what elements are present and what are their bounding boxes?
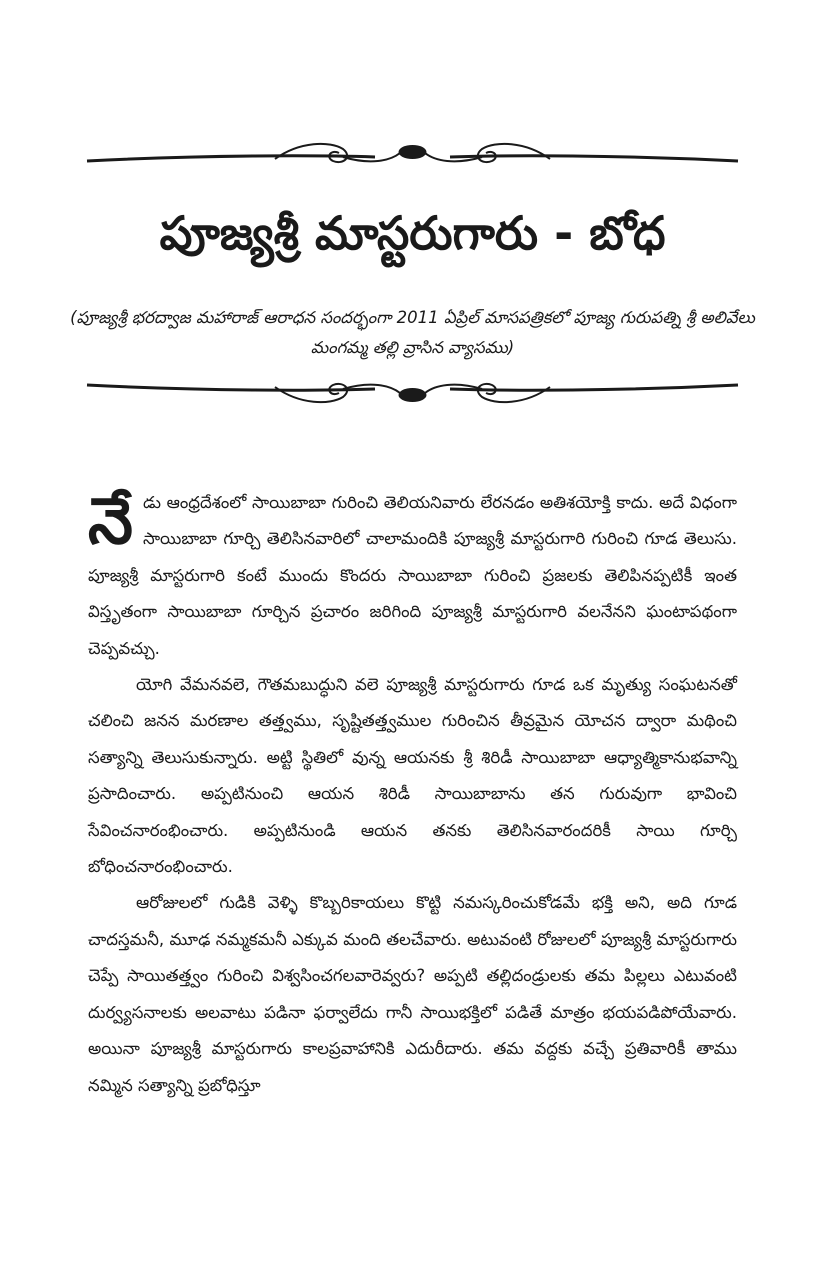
page-title: పూజ్యశ్రీ మాస్టరుగారు - బోధ: [159, 206, 666, 260]
paragraph-1: [88, 485, 737, 667]
ornament-divider-bottom: [85, 375, 740, 415]
paragraph-2: యోగి వేమనవలె, గౌతమబుద్ధుని వలె పూజ్యశ్రీ మాస్టరుగారు గూడ ఒక మృత్యు సంఘటనతో చలించి జనన మరణాల తత్త్వము, సృష్టితత్త్వముల గురించిన తీవ్రమైన యోచన ద్వారా మథించి సత్యాన్ని తెలుసుకున్నారు. అట్టి స్థితిలో వున్న ఆయనకు శ్రీ శిరిడీ సాయిబాబా ఆధ్యాత్మికానుభవాన్ని ప్రసాదించారు. అప్పటినుంచి ఆయన శిరిడీ సాయిబాబాను తన గురువుగా భావించి సేవించనారంభించారు. అప్పటినుండి ఆయన తనకు తెలిసినవారందరికీ సాయి గూర్చి బోధించనారంభించారు.: [88, 675, 737, 877]
article-body: [88, 485, 737, 1104]
page-subtitle: (పూజ్యశ్రీ భరద్వాజ మహారాజ్ ఆరాధన సందర్భంగా 2011 ఏప్రిల్ మాసపత్రికలో పూజ్య గురుపత్ని శ్రీ అలివేలు మంగమ్మ తల్లి వ్రాసిన వ్యాసము): [70, 308, 755, 357]
ornament-divider-top: [85, 135, 740, 175]
paragraph-1-text: డు ఆంధ్రదేశంలో సాయిబాబా గురించి తెలియనివారు లేరనడం అతిశయోక్తి కాదు. అదే విధంగా సాయిబాబా గూర్చి తెలిసినవారిలో చాలామందికి పూజ్యశ్రీ మాస్టరుగారి గురించి గూడ తెలుసు. పూజ్యశ్రీ మాస్టరుగారి కంటే ముందు కొందరు సాయిబాబా గురించి ప్రజలకు తెలిపినప్పటికీ ఇంత విస్తృతంగా సాయిబాబా గూర్చిన ప్రచారం జరిగింది పూజ్యశ్రీ మాస్టరుగారి వలనేనని ఘంటాపథంగా చెప్పవచ్చు.: [88, 493, 737, 658]
paragraph-3: ఆరోజులలో గుడికి వెళ్ళి కొబ్బరికాయలు కొట్టి నమస్కరించుకోడమే భక్తి అని, అది గూడ చాదస్తమనీ, మూఢ నమ్మకమనీ ఎక్కువ మంది తలచేవారు. అటువంటి రోజులలో పూజ్యశ్రీ మాస్టరుగారు చెప్పే సాయితత్త్వం గురించి విశ్వసించగలవారెవ్వరు? అప్పటి తల్లిదండ్రులకు తమ పిల్లలు ఎటువంటి దుర్వ్యసనాలకు అలవాటు పడినా ఫర్వాలేదు గానీ సాయిభక్తిలో పడితే మాత్రం భయపడిపోయేవారు. అయినా పూజ్యశ్రీ మాస్టరుగారు కాలప్రవాహానికి ఎదురీదారు. తమ వద్దకు వచ్చే ప్రతివారికీ తాము నమ్మిన సత్యాన్ని ప్రబోధిస్తూ: [88, 893, 737, 1095]
drop-cap: నే: [88, 485, 133, 559]
flourish-icon: [85, 135, 740, 175]
flourish-icon: [85, 375, 740, 415]
